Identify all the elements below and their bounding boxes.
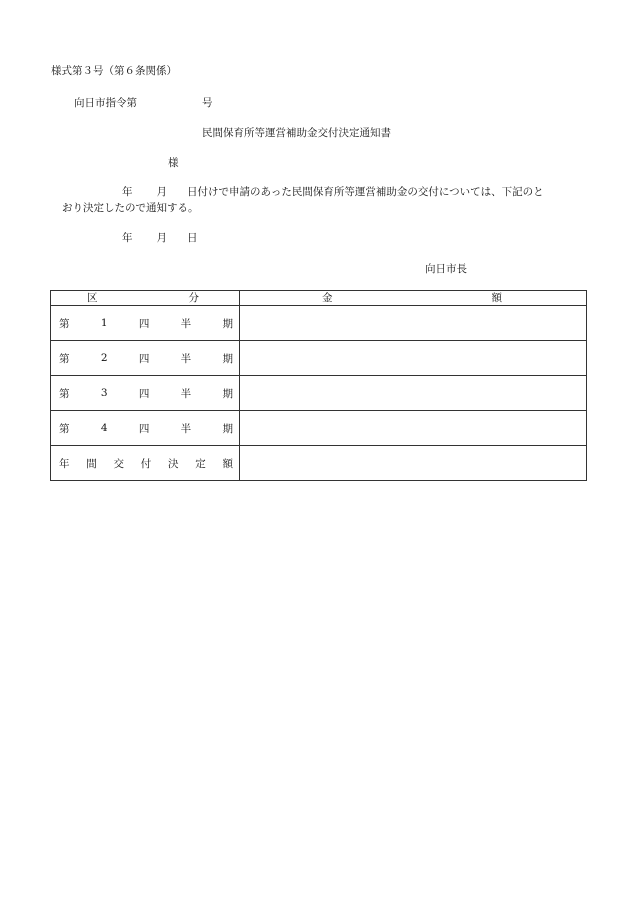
amount-cell-q2[interactable] bbox=[240, 341, 587, 376]
label-char: 半 bbox=[180, 352, 192, 365]
label-char: 額 bbox=[222, 457, 233, 470]
label-char: 第 bbox=[59, 317, 70, 330]
label-char: 第 bbox=[59, 352, 70, 365]
label-char: 期 bbox=[222, 317, 233, 330]
label-char: 四 bbox=[138, 317, 150, 330]
issuer-name: 向日市長 bbox=[425, 263, 467, 275]
amount-cell-annual-total[interactable] bbox=[240, 446, 587, 481]
table-row bbox=[51, 376, 587, 411]
body-text-line1: 日付けで申請のあった民間保育所等運営補助金の交付については、下記のと bbox=[187, 186, 544, 198]
header-amount bbox=[240, 291, 587, 306]
directive-number-suffix: 号 bbox=[202, 97, 213, 109]
label-char: 半 bbox=[180, 317, 192, 330]
label-char: 半 bbox=[180, 387, 192, 400]
row-label-q2 bbox=[51, 341, 240, 376]
label-char: 期 bbox=[222, 387, 233, 400]
label-char: 決 bbox=[168, 457, 179, 470]
issue-date bbox=[122, 231, 198, 245]
label-char: 定 bbox=[195, 457, 206, 470]
document-title: 民間保育所等運営補助金交付決定通知書 bbox=[202, 127, 391, 139]
label-char: 間 bbox=[86, 457, 97, 470]
label-char: 年 bbox=[59, 457, 70, 470]
label-char: 付 bbox=[140, 457, 152, 470]
body-paragraph-line2: おり決定したので通知する。 bbox=[62, 202, 199, 214]
label-char: 四 bbox=[138, 387, 150, 400]
table-row bbox=[51, 446, 587, 481]
form-number: 様式第３号（第６条関係） bbox=[51, 65, 177, 77]
body-paragraph-line1 bbox=[122, 185, 544, 199]
label-char: 期 bbox=[222, 422, 233, 435]
row-label-annual-total bbox=[51, 446, 240, 481]
row-label-q3 bbox=[51, 376, 240, 411]
amount-cell-q1[interactable] bbox=[240, 306, 587, 341]
table-row bbox=[51, 306, 587, 341]
label-char: 第 bbox=[59, 387, 70, 400]
date-month: 月 bbox=[156, 232, 167, 244]
label-char: 交 bbox=[113, 457, 124, 470]
label-char: 2 bbox=[100, 352, 108, 364]
header-classification-char: 分 bbox=[188, 292, 199, 304]
table-header-row bbox=[51, 291, 587, 306]
recipient-honorific: 様 bbox=[168, 157, 179, 169]
date-year: 年 bbox=[122, 232, 133, 244]
header-classification-char: 区 bbox=[87, 292, 98, 304]
directive-number-prefix: 向日市指令第 bbox=[74, 97, 137, 109]
label-char: 4 bbox=[100, 422, 108, 434]
body-year: 年 bbox=[122, 186, 133, 198]
header-amount-char: 額 bbox=[491, 292, 502, 304]
label-char: 1 bbox=[100, 317, 108, 329]
date-day: 日 bbox=[187, 232, 198, 244]
body-month: 月 bbox=[156, 186, 167, 198]
row-label-q4 bbox=[51, 411, 240, 446]
table-row bbox=[51, 341, 587, 376]
header-amount-char: 金 bbox=[322, 292, 333, 304]
label-char: 四 bbox=[138, 422, 150, 435]
amount-cell-q4[interactable] bbox=[240, 411, 587, 446]
label-char: 3 bbox=[100, 387, 108, 399]
label-char: 四 bbox=[138, 352, 150, 365]
label-char: 半 bbox=[180, 422, 192, 435]
header-classification bbox=[51, 291, 240, 306]
label-char: 期 bbox=[222, 352, 233, 365]
label-char: 第 bbox=[59, 422, 70, 435]
amount-cell-q3[interactable] bbox=[240, 376, 587, 411]
row-label-q1 bbox=[51, 306, 240, 341]
grant-amount-table bbox=[50, 290, 587, 481]
table-row bbox=[51, 411, 587, 446]
